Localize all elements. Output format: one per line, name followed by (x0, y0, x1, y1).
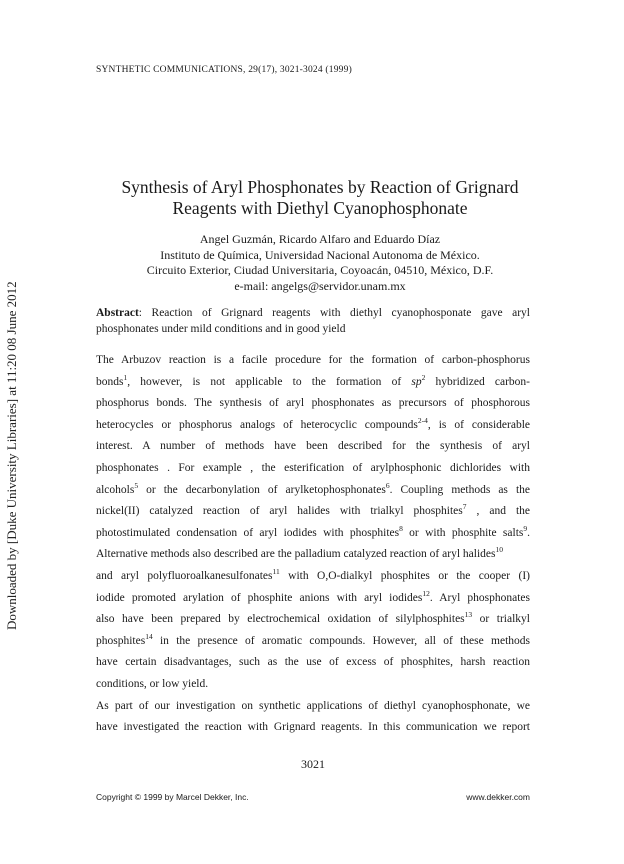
abstract-line-1 (96, 306, 530, 322)
body-line: phosphonates . For example , the esterification of arylphosphonic dichlorides with (96, 461, 530, 474)
author-email: e-mail: angelgs@servidor.unam.mx (234, 278, 406, 293)
copyright-notice: Copyright © 1999 by Marcel Dekker, Inc. (96, 792, 249, 802)
running-head: SYNTHETIC COMMUNICATIONS, 29(17), 3021-3024 (1999) (96, 65, 352, 75)
body-line: have investigated the reaction with Grignard reagents. In this communication we report (96, 721, 530, 734)
authors: Angel Guzmán, Ricardo Alfaro and Eduardo Díaz (199, 232, 441, 246)
body-line: photostimulated condensation of aryl iodides with phosphites$^8$ or with phosphite salts$^9$. (96, 523, 530, 539)
download-watermark: Downloaded by [Duke University Libraries] at 11:20 08 June 2012 (4, 281, 19, 630)
body-line: nickel(II) catalyzed reaction of aryl halides with trialkyl phosphites$^7$ , and the (96, 502, 530, 518)
body-line: heterocycles or phosphorus analogs of heterocyclic compounds$^{2-4}$, is of considerable (96, 415, 530, 431)
title-line-1: Synthesis of Aryl Phosphonates by Reaction of Grignard (121, 177, 519, 197)
body-line: interest. A number of methods have been described for the synthesis of aryl (96, 440, 530, 453)
abstract-line-2: phosphonates under mild conditions and in good yield (96, 322, 346, 335)
body-line: bonds$^1$, however, is not applicable to the formation of $sp^2$ hybridized carbon- (96, 372, 530, 388)
body-line: alcohols$^5$ or the decarbonylation of arylketophosphonates$^6$. Coupling methods as the (96, 480, 530, 496)
page-footer (96, 792, 530, 802)
publisher-url: www.dekker.com (466, 792, 530, 802)
author-block (96, 232, 544, 294)
abstract-label: Abstract (96, 307, 139, 319)
page-number: 3021 (301, 757, 325, 771)
abstract-text-1: : Reaction of Grignard reagents with diethyl cyanophosponate gave aryl (138, 307, 530, 319)
body-text (96, 350, 530, 739)
body-line: have certain disadvantages, such as the use of excess of phosphites, harsh reaction (96, 656, 530, 669)
article-title (96, 177, 544, 219)
affiliation-line-2: Circuito Exterior, Ciudad Universitaria, Coyoacán, 04510, México, D.F. (146, 263, 494, 277)
body-line: phosphorus bonds. The synthesis of aryl phosphonates as precursors of phosphorous (96, 397, 530, 410)
body-line: phosphites$^{14}$ in the presence of aromatic compounds. However, all of these methods (96, 631, 530, 647)
body-line: As part of our investigation on synthetic applications of diethyl cyanophosphonate, we (96, 699, 530, 712)
body-line: and aryl polyfluoroalkanesulfonates$^{11}$ with O,O-dialkyl phosphites or the cooper (I) (96, 566, 530, 582)
body-line: iodide promoted arylation of phosphite anions with aryl iodides$^{12}$. Aryl phosphonates (96, 588, 530, 604)
body-line: also have been prepared by electrochemical oxidation of silylphosphites$^{13}$ or trialkyl (96, 610, 530, 626)
body-line: The Arbuzov reaction is a facile procedure for the formation of carbon-phosphorus (96, 354, 530, 366)
abstract (96, 306, 530, 337)
body-line: conditions, or low yield. (96, 677, 209, 690)
body-line: Alternative methods also described are the palladium catalyzed reaction of aryl halides$^{10}$ (96, 545, 503, 561)
affiliation-line-1: Instituto de Química, Universidad Nacional Autonoma de México. (160, 247, 480, 262)
title-line-2: Reagents with Diethyl Cyanophosphonate (172, 198, 468, 218)
